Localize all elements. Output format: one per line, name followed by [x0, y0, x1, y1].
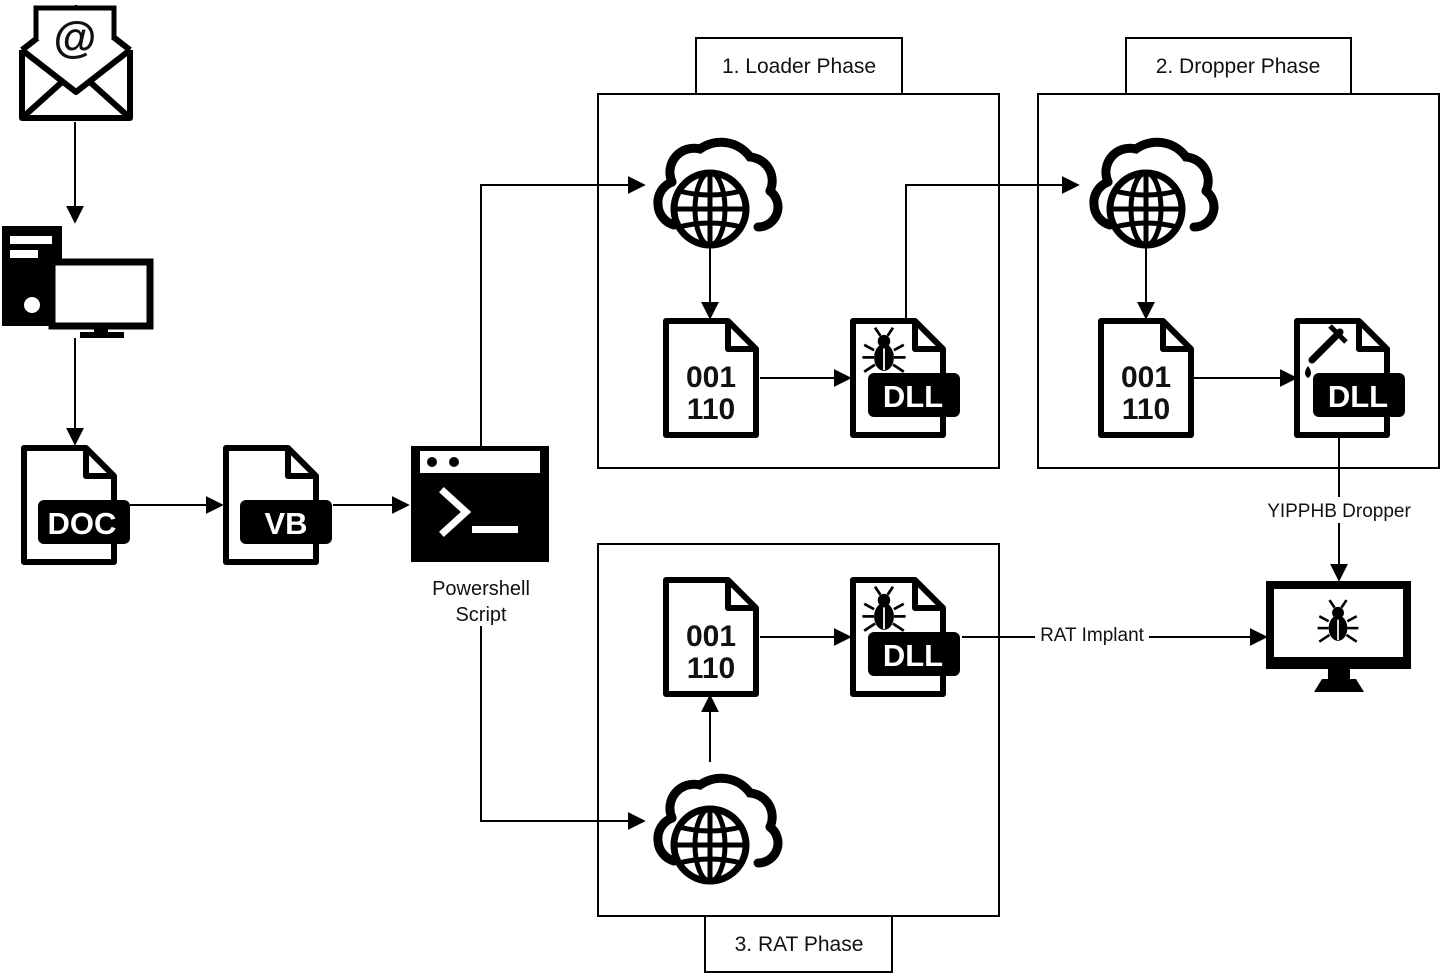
yipphb-label: YIPPHB Dropper	[1267, 501, 1411, 522]
dll-bug-icon	[853, 321, 960, 435]
workstation-icon	[2, 226, 150, 338]
cloud-globe-icon	[658, 778, 778, 881]
binary-file-icon	[666, 580, 756, 694]
loader-phase-title: 1. Loader Phase	[721, 55, 877, 78]
binary-file-icon	[1101, 321, 1191, 435]
vb-badge-text: VB	[264, 506, 308, 541]
dll-bug-icon	[853, 580, 960, 694]
binary-line1: 001	[685, 620, 737, 653]
dll-badge-text-dropper: DLL	[1327, 379, 1389, 414]
binary-line1: 001	[685, 361, 737, 394]
arrow-terminal-to-rat	[481, 626, 644, 821]
binary-line2: 110	[686, 393, 736, 426]
monitor-bug-icon	[1266, 581, 1411, 692]
binary-file-icon	[666, 321, 756, 435]
terminal-icon	[411, 446, 549, 562]
dll-badge-text-loader: DLL	[882, 379, 944, 414]
doc-badge-text: DOC	[47, 506, 117, 541]
arrow-terminal-to-loader	[481, 185, 644, 446]
email-icon	[22, 8, 130, 118]
at-sign-glyph: @	[53, 13, 97, 62]
powershell-label-line1: Powershell	[432, 578, 530, 600]
powershell-label-line2: Script	[455, 604, 507, 626]
binary-line2: 110	[686, 652, 736, 685]
cloud-globe-icon	[1094, 142, 1214, 245]
rat-implant-label: RAT Implant	[1040, 625, 1144, 646]
cloud-globe-icon	[658, 142, 778, 245]
binary-line2: 110	[1121, 393, 1171, 426]
vb-file-icon	[226, 448, 332, 562]
dll-badge-text-rat: DLL	[882, 638, 944, 673]
arrow-loader-dll-to-dropper	[906, 185, 1078, 318]
dropper-phase-title: 2. Dropper Phase	[1155, 55, 1321, 78]
binary-line1: 001	[1120, 361, 1172, 394]
rat-phase-title: 3. RAT Phase	[734, 933, 864, 956]
doc-file-icon	[24, 448, 130, 562]
dll-dropper-icon	[1297, 321, 1405, 435]
